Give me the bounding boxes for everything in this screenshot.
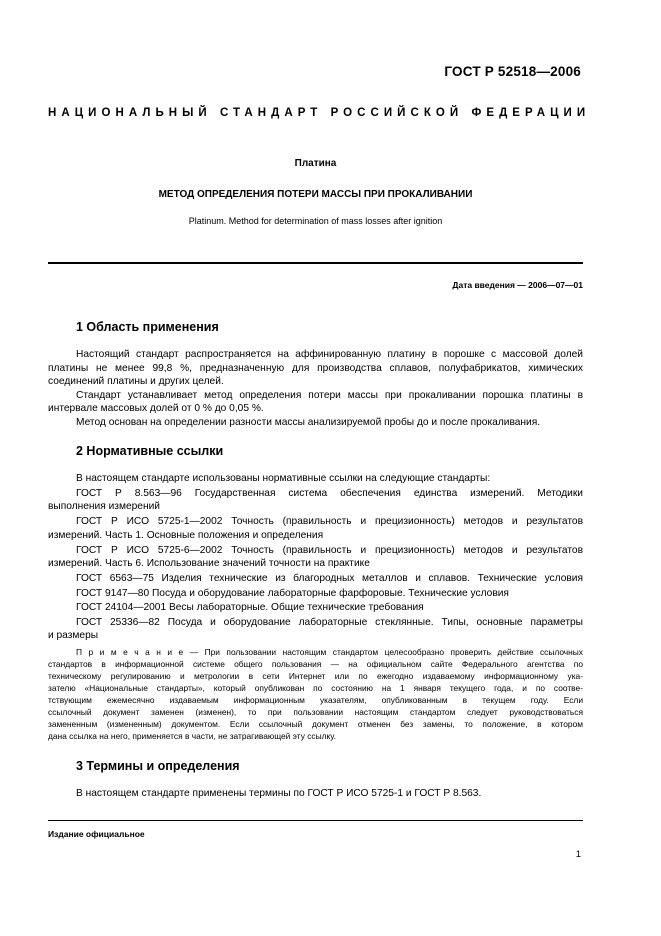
reference-gost-24104: ГОСТ 24104—2001 Весы лабораторные. Общие технические требования bbox=[76, 602, 424, 613]
standard-title: Платина bbox=[294, 158, 337, 169]
section-1-line: Метод основан на определении разности массы анализируемой пробы до и после прокаливания. bbox=[76, 416, 541, 428]
section-1-heading: 1 Область применения bbox=[76, 320, 219, 334]
section-1-line: Стандарт устанавливает метод определения потери массы при прокаливании порошка платины в bbox=[76, 389, 583, 401]
standard-title-english: Platinum. Method for determination of mass losses after ignition bbox=[188, 216, 443, 226]
note-line: дана ссылка на него, применяется в части, не затрагивающей эту ссылку. bbox=[48, 731, 336, 741]
page-number: 1 bbox=[575, 849, 581, 860]
reference-iso-5725-1: ГОСТ Р ИСО 5725-1—2002 Точность (правильность и прецизионность) методов и результатов bbox=[76, 516, 583, 528]
note-line: тствующим ежемесячно издаваемым информационным указателям, опубликованным в текущем году. Если bbox=[48, 695, 583, 705]
section-1-line: платины не менее 99,8 %, предназначенную для производства сплавов, полуфабрикатов, химических bbox=[48, 362, 583, 374]
section-2-line: измерений. Часть 6. Использование значений точности на практике bbox=[48, 558, 370, 570]
note-line: ссылочный документ заменен (изменен), то при пользовании настоящим стандартом следует руководствоваться bbox=[48, 707, 583, 717]
section-2-line: выполнения измерений bbox=[48, 500, 160, 512]
reference-gost-8563: ГОСТ Р 8.563—96 Государственная система обеспечения единства измерений. Методики bbox=[76, 487, 583, 499]
section-2-line: и размеры bbox=[48, 630, 99, 641]
national-standard-banner: НАЦИОНАЛЬНЫЙ СТАНДАРТ РОССИЙСКОЙ ФЕДЕРАЦИИ bbox=[48, 107, 591, 119]
note-line: П р и м е ч а н и е — При пользовании настоящим стандартом целесообразно проверить действие ссылочных bbox=[76, 647, 583, 657]
reference-gost-9147: ГОСТ 9147—80 Посуда и оборудование лабораторные фарфоровые. Технические условия bbox=[76, 587, 509, 599]
section-1-line: Настоящий стандарт распространяется на аффинированную платину в порошке с массовой долей bbox=[76, 349, 583, 360]
standard-subtitle: МЕТОД ОПРЕДЕЛЕНИЯ ПОТЕРИ МАССЫ ПРИ ПРОКАЛИВАНИИ bbox=[158, 189, 473, 200]
introduction-date: Дата введения — 2006—07—01 bbox=[452, 280, 583, 290]
section-2-heading: 2 Нормативные ссылки bbox=[76, 444, 224, 458]
document-code: ГОСТ Р 52518—2006 bbox=[444, 64, 581, 79]
section-2-line: измерений. Часть 1. Основные положения и определения bbox=[48, 529, 324, 541]
reference-gost-25336: ГОСТ 25336—82 Посуда и оборудование лабораторные стеклянные. Типы, основные параметры bbox=[76, 616, 583, 628]
reference-gost-6563: ГОСТ 6563—75 Изделия технические из благородных металлов и сплавов. Технические условия bbox=[76, 573, 583, 585]
section-1-line: соединений платины и других целей. bbox=[48, 376, 224, 387]
note-line: стандартов в информационной системе общего пользования — на официальном сайте Федерального агентства по bbox=[48, 659, 583, 669]
section-3-line: В настоящем стандарте применены термины по ГОСТ Р ИСО 5725-1 и ГОСТ Р 8.563. bbox=[76, 788, 482, 799]
section-2-line: В настоящем стандарте использованы нормативные ссылки на следующие стандарты: bbox=[76, 473, 491, 484]
title-divider bbox=[48, 262, 583, 264]
note-line: техническому регулированию и метрологии в сети Интернет или по ежегодно издаваемому информационному ука- bbox=[48, 671, 583, 681]
reference-iso-5725-6: ГОСТ Р ИСО 5725-6—2002 Точность (правильность и прецизионность) методов и результатов bbox=[76, 544, 583, 556]
edition-label: Издание официальное bbox=[48, 829, 145, 839]
footer-divider bbox=[48, 820, 583, 821]
note-line: зателю «Национальные стандарты», который опубликован по состоянию на 1 января текущего года, и по соотве- bbox=[48, 683, 583, 693]
note-line: замененным (измененным) документом. Если ссылочный документ отменен без замены, то положение, в котором bbox=[48, 719, 583, 729]
section-3-heading: 3 Термины и определения bbox=[76, 759, 240, 773]
section-1-line: интервале массовых долей от 0 % до 0,05 %. bbox=[48, 403, 264, 414]
